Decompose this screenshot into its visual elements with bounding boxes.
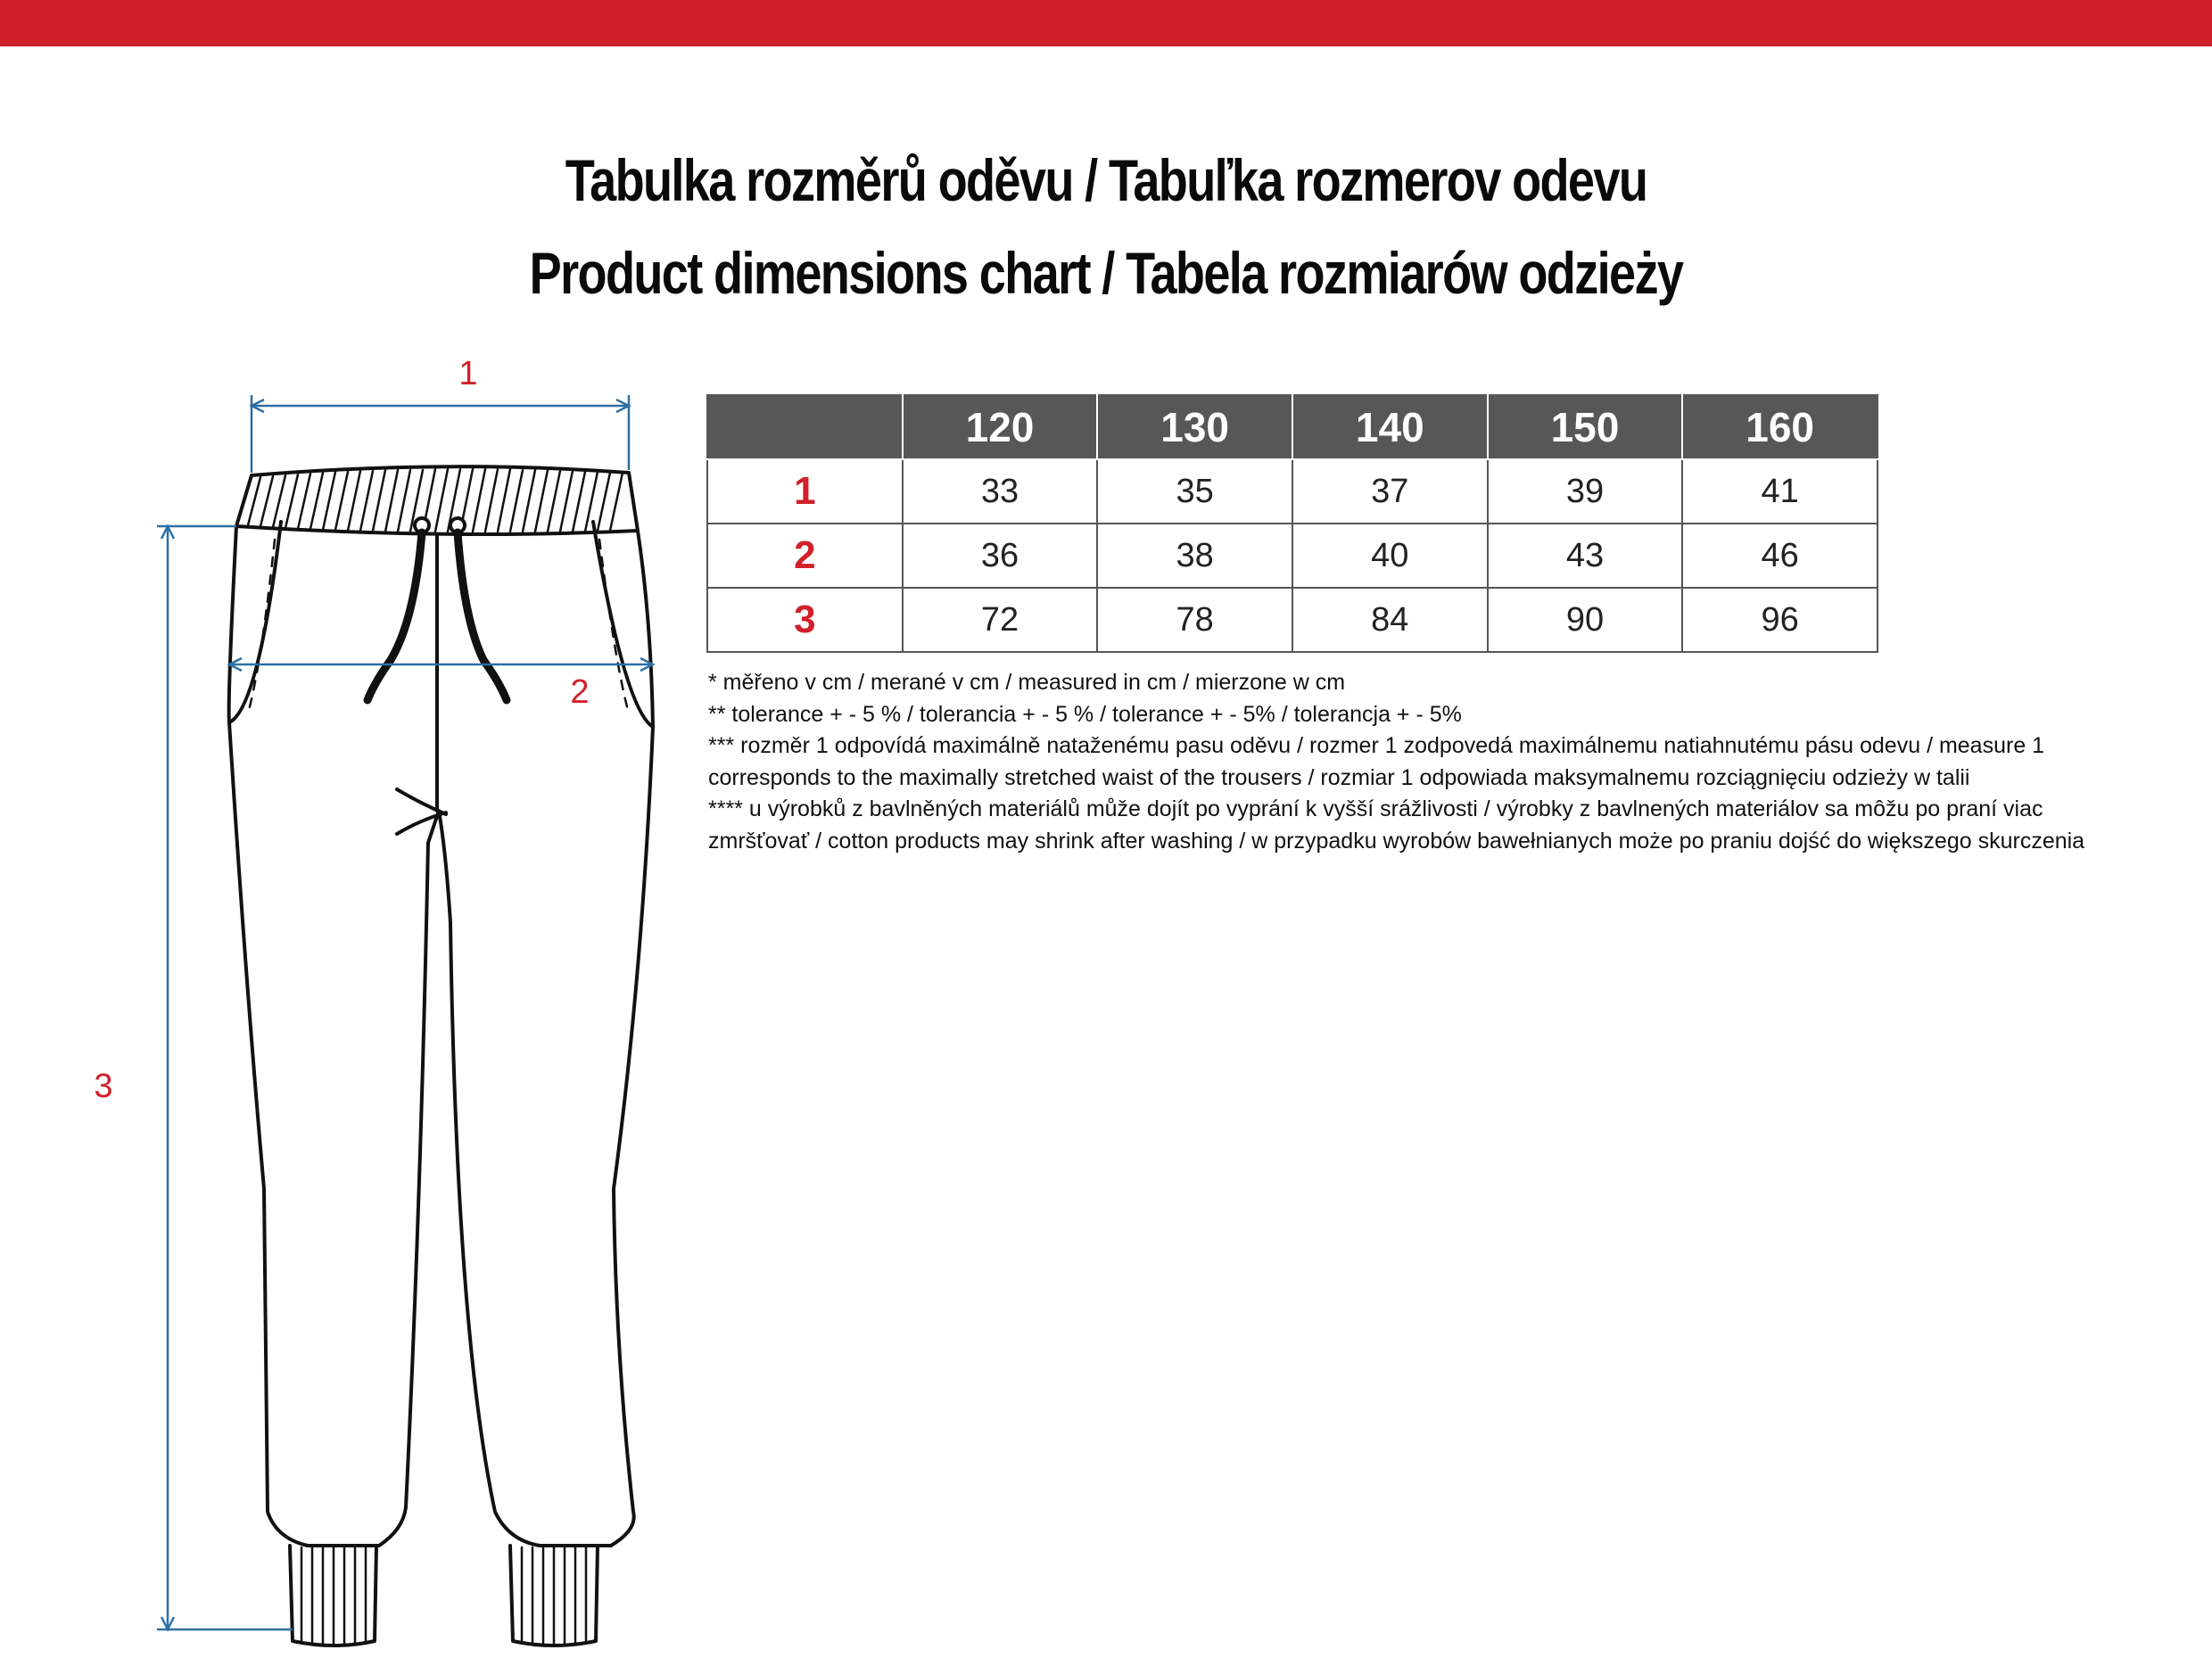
title-line-1: Tabulka rozměrů oděvu / Tabuľka rozmerov odevu: [565, 147, 1647, 213]
size-header: 140: [1292, 395, 1488, 459]
footnote-shrinkage: **** u výrobků z bavlněných materiálů může dojít po vyprání k vyšší srážlivosti / výrobky z bavlnených materiálov sa môžu po praní viac zmršťovať / cotton products may shrink after washing / w przypadku wyrobów bawełnianych może po praniu dojść do większego skurczenia: [708, 796, 2085, 854]
footnote-tolerance: ** tolerance + - 5 % / tolerancia + - 5 % / tolerance + - 5% / tolerancja + - 5%: [708, 701, 1462, 727]
dimension-1-label: 1: [458, 355, 478, 392]
table-cell: 90: [1488, 588, 1683, 652]
title-line-2: Product dimensions chart / Tabela rozmiarów odzieży: [529, 240, 1683, 306]
trousers-diagram: [54, 352, 678, 1654]
footnote-measure-1: *** rozměr 1 odpovídá maximálně nataženému pasu oděvu / rozmer 1 zodpovedá maximálnemu natiahnutému pásu odevu / measure 1 corresponds to the maximally stretched waist of the trousers / rozmiar 1 odpowiada maksymalnemu rozciągnięciu odzieży w talii: [708, 733, 2045, 790]
title-block: [0, 134, 2212, 319]
table-cell: 78: [1097, 588, 1292, 652]
size-header: 130: [1097, 395, 1292, 459]
table-cell: 46: [1682, 524, 1878, 588]
table-cell: 37: [1292, 459, 1488, 524]
table-cell: 35: [1097, 459, 1292, 524]
table-cell: 38: [1097, 524, 1292, 588]
drawcord-left: [367, 532, 422, 700]
table-cell: 33: [903, 459, 1098, 524]
waistband-ribs: [248, 469, 623, 532]
size-header-row: [707, 395, 1878, 459]
dimension-3-line: [157, 526, 293, 1629]
footnote-units: * měřeno v cm / merané v cm / measured in cm / mierzone w cm: [708, 670, 1346, 695]
table-cell: 43: [1488, 524, 1683, 588]
table-cell: 40: [1292, 524, 1488, 588]
size-header: 150: [1488, 395, 1683, 459]
dimension-2-line: [229, 658, 653, 671]
dimension-2-label: 2: [570, 673, 590, 711]
table-cell: 96: [1682, 588, 1878, 652]
row-label: 2: [707, 524, 903, 588]
footnotes: [708, 667, 2091, 857]
size-header: 120: [903, 395, 1098, 459]
table-row: [707, 524, 1878, 588]
table-cell: 41: [1682, 459, 1878, 524]
pocket-right: [593, 522, 653, 727]
top-accent-bar: [0, 0, 2212, 46]
dimension-3-label: 3: [94, 1068, 113, 1105]
table-row: [707, 459, 1878, 524]
header-corner-cell: [707, 395, 903, 459]
dimension-1-line: [252, 395, 629, 473]
table-cell: 36: [903, 524, 1098, 588]
row-label: 3: [707, 588, 903, 652]
dimension-lines: [157, 395, 653, 1629]
size-table: [706, 394, 1878, 653]
table-cell: 84: [1292, 588, 1488, 652]
size-header: 160: [1682, 395, 1878, 459]
table-cell: 39: [1488, 459, 1683, 524]
trousers-icon: [229, 466, 653, 1646]
trousers-outline: [229, 526, 653, 1546]
table-cell: 72: [903, 588, 1098, 652]
row-label: 1: [707, 459, 903, 524]
drawcord-right: [458, 532, 507, 700]
cuff-ribs: [301, 1547, 586, 1646]
table-row: [707, 588, 1878, 652]
pocket-left: [229, 522, 281, 722]
